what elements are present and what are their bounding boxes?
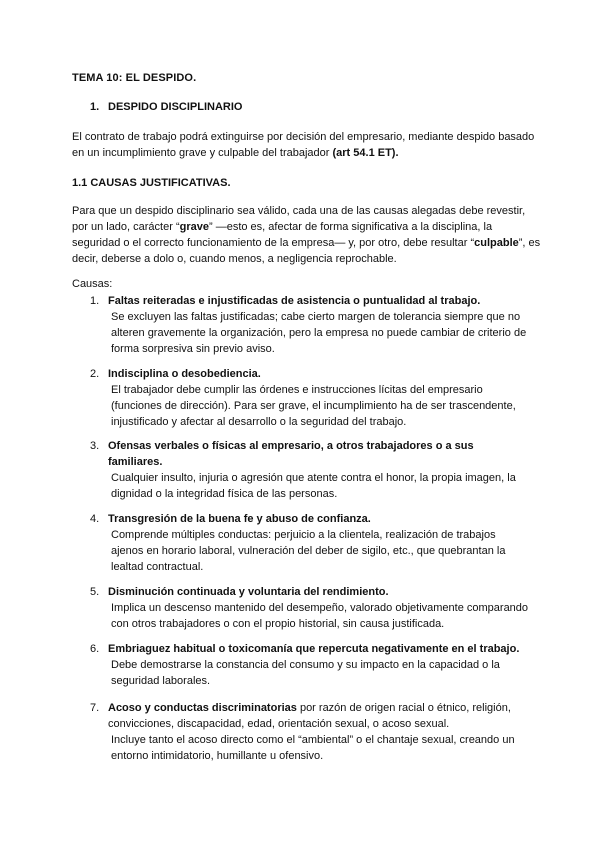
intro-article-ref: (art 54.1 ET). xyxy=(332,147,399,159)
cause-heading: Embriaguez habitual o toxicomanía que repercuta negativamente en el trabajo. xyxy=(108,643,520,655)
cause-description: Incluye tanto el acoso directo como el “ambiental” o el chantaje sexual, creando un entorno intimidatorio, humillante u ofensivo. xyxy=(111,734,515,762)
requirements-paragraph xyxy=(72,203,542,267)
cause-number: 5. xyxy=(90,586,100,598)
cause-heading: Indisciplina o desobediencia. xyxy=(108,368,261,380)
cause-heading: Transgresión de la buena fe y abuso de confianza. xyxy=(108,513,371,525)
cause-number: 6. xyxy=(90,643,100,655)
subsection-heading: 1.1 CAUSAS JUSTIFICATIVAS. xyxy=(72,177,231,189)
cause-number: 3. xyxy=(90,440,100,452)
cause-heading: Ofensas verbales o físicas al empresario, a otros trabajadores o a sus familiares. xyxy=(108,440,474,468)
cause-number: 7. xyxy=(90,702,100,714)
cause-item xyxy=(90,700,530,764)
cause-description: Debe demostrarse la constancia del consumo y su impacto en la capacidad o la seguridad laborales. xyxy=(111,659,500,687)
cause-item xyxy=(90,511,530,575)
requirements-text-1: Para que un despido disciplinario sea válido, cada una de las causas alegadas debe revestir, por un lado, carácter “ xyxy=(72,205,526,233)
cause-heading: Disminución continuada y voluntaria del rendimiento. xyxy=(108,586,389,598)
cause-heading: Acoso y conductas discriminatorias por razón de origen racial o étnico, religión, convicciones, discapacidad, edad, orientación sexual, o acoso sexual. xyxy=(108,702,511,730)
cause-description: El trabajador debe cumplir las órdenes e instrucciones lícitas del empresario (funciones de dirección). Para ser grave, el incumplimiento ha de ser trascendente, injustificado y afectar al desarrollo o la seguridad del trabajo. xyxy=(111,384,516,428)
cause-description: Comprende múltiples conductas: perjuicio a la clientela, realización de trabajos ajenos en horario laboral, vulneración del deber de sigilo, etc., que quebrantan la lealtad contractual. xyxy=(111,529,506,573)
cause-description: Cualquier insulto, injuria o agresión que atente contra el honor, la propia imagen, la dignidad o la integridad física de las personas. xyxy=(111,472,516,500)
section-heading xyxy=(90,101,242,113)
cause-description: Implica un descenso mantenido del desempeño, valorado objetivamente comparando con otros trabajadores o con el propio historial, sin causa justificada. xyxy=(111,602,529,630)
section-number: 1. xyxy=(90,101,100,113)
causes-label: Causas: xyxy=(72,278,113,290)
cause-item xyxy=(90,293,530,357)
requirements-text-2: ” —esto es, afectar de forma significativa a la disciplina, la seguridad o el correcto funcionamiento de la empresa— y, por otro, debe resultar “ xyxy=(72,221,493,249)
cause-item xyxy=(90,641,530,689)
cause-item xyxy=(90,366,530,430)
cause-item xyxy=(90,584,530,632)
cause-number: 1. xyxy=(90,295,100,307)
intro-paragraph xyxy=(72,129,542,161)
culpable-term: culpable xyxy=(474,237,519,249)
cause-number: 4. xyxy=(90,513,100,525)
cause-item xyxy=(90,438,530,502)
section-label: DESPIDO DISCIPLINARIO xyxy=(108,101,243,113)
document-title: TEMA 10: EL DESPIDO. xyxy=(72,72,197,84)
cause-number: 2. xyxy=(90,368,100,380)
requirements-text-3: ”, es decir, deberse a dolo o, cuando menos, a negligencia reprochable. xyxy=(72,237,541,265)
grave-term: grave xyxy=(179,221,209,233)
cause-description: Se excluyen las faltas justificadas; cabe cierto margen de tolerancia siempre que no alteren gravemente la organización, pero la empresa no puede cambiar de criterio de forma sorpresiva sin previo aviso. xyxy=(111,311,527,355)
cause-heading: Faltas reiteradas e injustificadas de asistencia o puntualidad al trabajo. xyxy=(108,295,481,307)
intro-text: El contrato de trabajo podrá extinguirse por decisión del empresario, mediante despido basado en un incumplimiento grave y culpable del trabajador xyxy=(72,131,535,159)
